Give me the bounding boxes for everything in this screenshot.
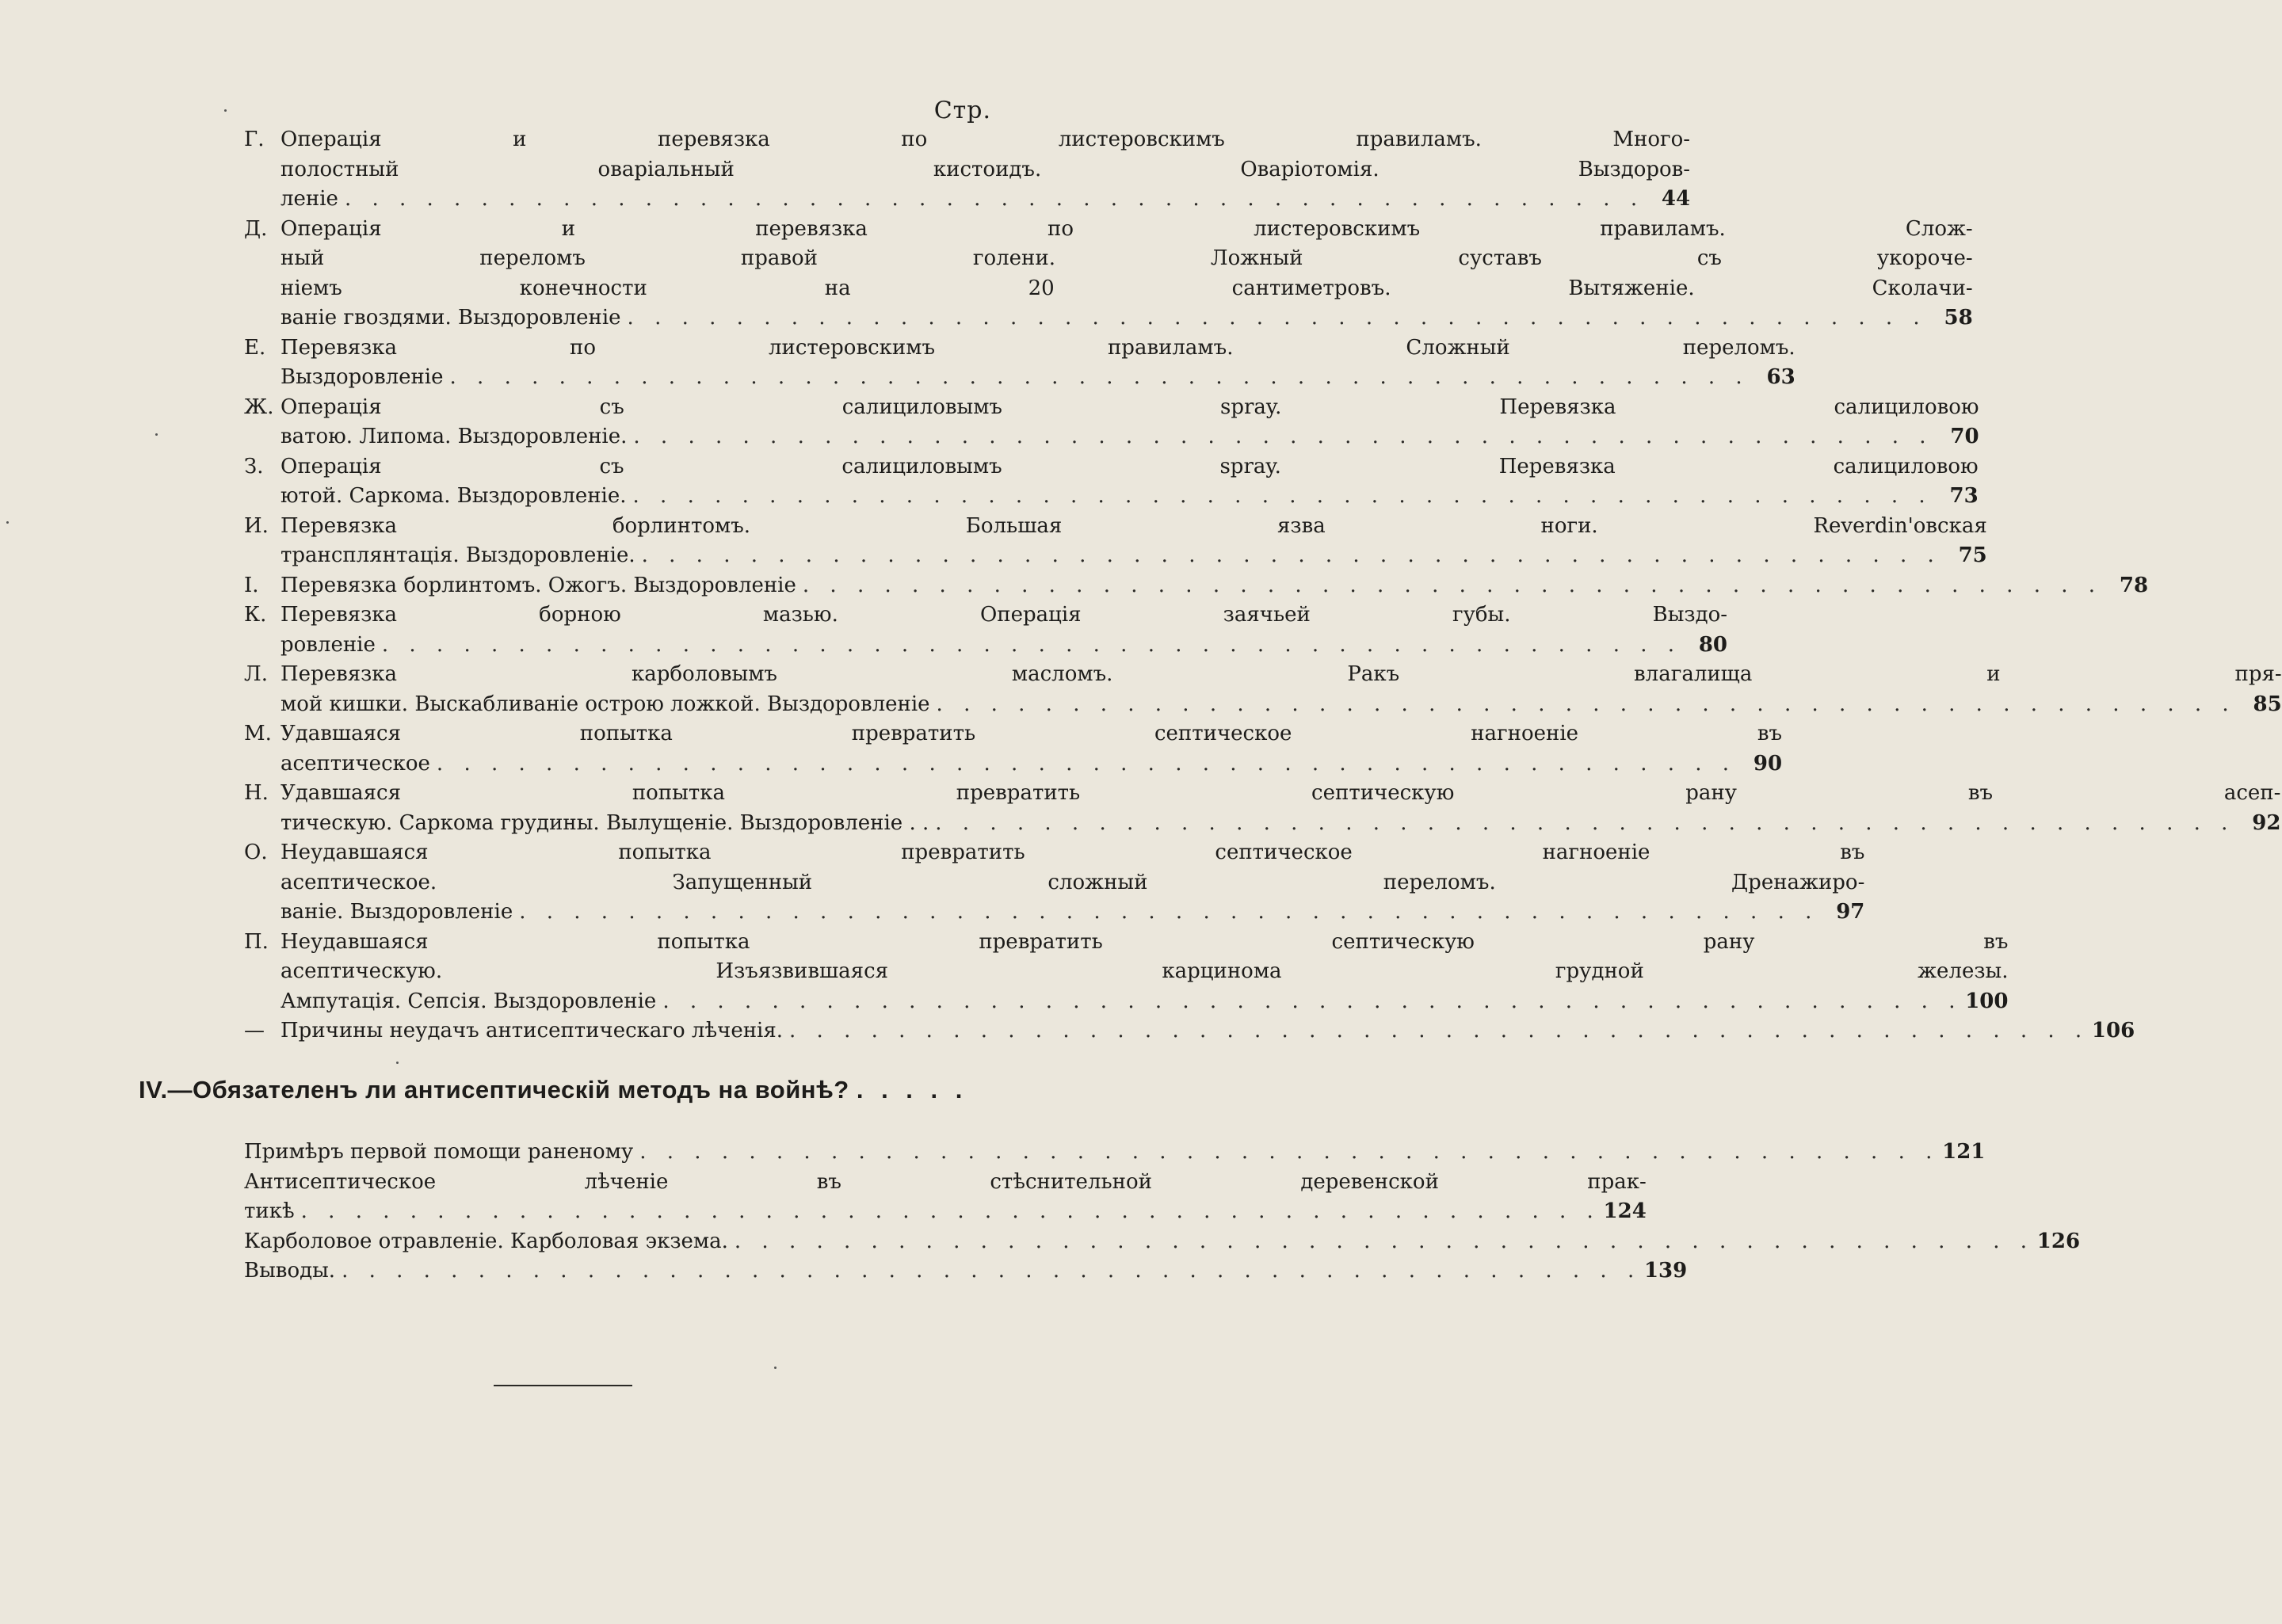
toc-entry-body <box>280 334 1795 393</box>
toc-entry-body <box>280 660 2282 719</box>
dot-leader <box>783 1016 2089 1046</box>
toc-entry <box>244 660 2282 719</box>
dot-leader <box>430 749 1736 780</box>
toc-entry-body <box>244 1168 1647 1227</box>
toc-entry-text: ватою. Липома. Выздоровленіе. <box>280 425 628 448</box>
toc-entry-line <box>280 1016 2135 1046</box>
toc-entry <box>244 838 1865 928</box>
dot-leader <box>376 631 1681 661</box>
toc-entry <box>244 779 2281 838</box>
toc-entry-line: Перевязка борною мазью. Операція заячьей губы. Выздо- <box>280 603 1728 627</box>
toc-entry-line: Операція и перевязка по листеровскимъ правиламъ. Много- <box>280 128 1691 151</box>
toc-entry-text: Выздоровленіе <box>280 365 444 389</box>
toc-entry-line: Перевязка карболовымъ масломъ. Ракъ влагалища и пря- <box>280 662 2282 686</box>
print-speck <box>224 109 227 112</box>
toc-entry <box>244 719 1783 779</box>
toc-page-number: 78 <box>2119 573 2149 597</box>
toc-entry-body <box>280 512 1987 571</box>
toc-page-number: 92 <box>2252 810 2281 835</box>
print-speck <box>155 433 158 436</box>
dot-leader <box>656 987 1962 1017</box>
toc-entry-line: асептическое. Запущенный сложный переломъ. Дренажиро- <box>280 870 1865 894</box>
toc-entry-body <box>280 600 1727 660</box>
toc-entry-line: Неудавшаяся попытка превратить септическое нагноеніе въ <box>280 841 1865 864</box>
toc-entry-body <box>280 452 1979 512</box>
toc-entry-line: Операція и перевязка по листеровскимъ правиламъ. Слож- <box>280 216 1973 241</box>
toc-entry <box>244 215 1973 334</box>
dot-leader <box>295 1197 1601 1227</box>
toc-entry <box>244 1256 1688 1287</box>
toc-entry-text: Ампутація. Сепсія. Выздоровленіе <box>280 989 657 1013</box>
toc-entry-letter: Д. <box>244 216 268 241</box>
toc-page-number: 139 <box>1643 1259 1688 1283</box>
toc-entry <box>244 512 1987 571</box>
toc-entry-line <box>280 422 1979 452</box>
toc-entry-body <box>280 125 1690 215</box>
toc-page-number: 73 <box>1949 484 1979 508</box>
print-speck <box>6 521 9 524</box>
toc-entry-letter: — <box>244 1019 265 1043</box>
toc-entry-letter: Г. <box>244 128 265 151</box>
dot-leader <box>444 363 1750 393</box>
toc-entry-letter: Ж. <box>244 395 274 419</box>
section-heading <box>139 1076 967 1104</box>
toc-page-number: 63 <box>1766 365 1795 389</box>
toc-entry-letter: П. <box>244 929 269 954</box>
toc-page-number: 90 <box>1753 751 1783 776</box>
dot-leader <box>621 303 1927 334</box>
toc-entry-letter: Н. <box>244 781 269 805</box>
toc-entry-text: Выводы. <box>244 1259 336 1283</box>
toc-entry <box>244 1016 2135 1046</box>
toc-entry-line <box>280 987 2008 1017</box>
toc-entry-letter: Л. <box>244 662 268 686</box>
toc-page-number: 124 <box>1603 1199 1647 1223</box>
toc-entry <box>244 928 2009 1017</box>
toc-entry-text: ваніе. Выздоровленіе <box>280 900 513 924</box>
toc-entry-text: ютой. Саркома. Выздоровленіе. <box>280 484 627 508</box>
toc-entry-line <box>280 690 2282 720</box>
toc-entry-text: Примѣръ первой помощи раненому <box>244 1140 634 1164</box>
toc-entry-line <box>280 898 1864 928</box>
toc-entry-line: Операція съ салициловымъ spray. Перевязка салициловою <box>280 395 1979 419</box>
toc-entry-line <box>244 1197 1647 1227</box>
toc-entry-letter: О. <box>244 841 268 864</box>
toc-entry-line <box>280 363 1795 393</box>
toc-page-number: 58 <box>1944 306 1973 330</box>
toc-entry-line <box>280 303 1973 334</box>
dot-leader <box>929 809 2234 839</box>
toc-entry-line: Операція съ салициловымъ spray. Перевязка салициловою <box>280 454 1979 478</box>
toc-entry-line: ніемъ конечности на 20 сантиметровъ. Вытяженіе. Сколачи- <box>280 276 1973 300</box>
toc-entry <box>244 600 1728 660</box>
toc-entry-body <box>280 779 2280 838</box>
table-of-contents <box>244 125 2282 1046</box>
toc-entry-line <box>280 631 1727 661</box>
toc-entry-letter: И. <box>244 513 269 538</box>
toc-entry-body <box>280 1016 2135 1046</box>
toc-entry <box>244 1227 2081 1257</box>
section-title-leader: . . . . . <box>856 1076 968 1104</box>
toc-entry <box>244 1168 1647 1227</box>
toc-page-number: 75 <box>1958 543 1987 567</box>
toc-entry-letter: І. <box>244 573 259 597</box>
toc-entry-letter: М. <box>244 722 272 745</box>
toc-entry <box>244 125 1691 215</box>
toc-entry-line <box>280 809 2280 839</box>
toc-entry-line: Перевязка по листеровскимъ правиламъ. Сложный переломъ. <box>280 335 1795 360</box>
toc-entry-body <box>280 719 1782 779</box>
toc-entry-body <box>244 1227 2080 1257</box>
toc-page-number: 85 <box>2253 692 2282 716</box>
toc-entry-letter: К. <box>244 603 267 627</box>
dot-leader <box>627 422 1933 452</box>
dot-leader <box>627 482 1933 512</box>
toc-page-number: 121 <box>1942 1140 1986 1164</box>
toc-entry-letter: Е. <box>244 335 266 360</box>
table-of-contents-section-iv <box>244 1138 2081 1287</box>
toc-entry-body <box>280 215 1973 334</box>
toc-page-number: 97 <box>1836 900 1865 924</box>
toc-entry <box>244 452 1979 512</box>
toc-entry-body <box>280 838 1864 928</box>
toc-page-number: 126 <box>2036 1229 2081 1253</box>
toc-entry <box>244 334 1795 393</box>
print-speck <box>396 1062 399 1064</box>
toc-entry-line <box>244 1256 1687 1287</box>
dot-leader <box>513 898 1818 928</box>
toc-entry-line <box>280 185 1690 215</box>
toc-entry-line: Неудавшаяся попытка превратить септическую рану въ <box>280 929 2009 954</box>
toc-page-number: 80 <box>1698 632 1728 657</box>
toc-entry-line: полостный оваріальный кистоидъ. Оваріотомія. Выздоров- <box>280 157 1691 181</box>
toc-page-number: 70 <box>1950 425 1979 448</box>
toc-entry-letter: З. <box>244 454 264 478</box>
toc-entry-text: Причины неудачъ антисептическаго лѣченія. <box>280 1019 784 1043</box>
dot-leader <box>335 1256 1641 1287</box>
toc-entry-text: тическую. Саркома грудины. Вылущеніе. Выздоровленіе . . <box>280 810 929 835</box>
toc-entry-body <box>280 393 1979 452</box>
dot-leader <box>796 571 2102 601</box>
toc-entry <box>244 1138 1986 1168</box>
dot-leader <box>930 690 2236 720</box>
toc-entry-text: Перевязка борлинтомъ. Ожогъ. Выздоровленіе <box>280 573 796 597</box>
toc-entry-text: леніе <box>280 187 338 211</box>
closing-rule <box>494 1385 632 1386</box>
toc-entry-text: трансплянтація. Выздоровленіе. <box>280 543 635 567</box>
toc-entry-line: Удавшаяся попытка превратить септическую рану въ асеп- <box>280 781 2281 805</box>
toc-entry-body <box>244 1138 1985 1168</box>
toc-page-number: 100 <box>1965 989 2009 1013</box>
section-title-text: IV.—Обязателенъ ли антисептическій методъ на войнѣ? <box>139 1076 849 1104</box>
toc-entry-text: ваніе гвоздями. Выздоровленіе <box>280 306 621 330</box>
toc-entry-line: Перевязка борлинтомъ. Большая язва ноги. Reverdin'овская <box>280 513 1987 538</box>
toc-entry-body <box>280 571 2148 601</box>
toc-entry-line: Антисептическое лѣченіе въ стѣснительной деревенской прак- <box>244 1169 1647 1194</box>
print-speck <box>774 1367 777 1369</box>
page-column-label: Стр. <box>933 97 991 124</box>
dot-leader <box>635 541 1941 571</box>
toc-page-number: 106 <box>2091 1019 2135 1043</box>
toc-entry-line <box>280 571 2148 601</box>
toc-entry-text: асептическое <box>280 751 430 776</box>
toc-entry-text: ровленіе <box>280 632 376 657</box>
dot-leader <box>728 1227 2034 1257</box>
toc-entry-text: Карболовое отравленіе. Карболовая экзема. <box>244 1229 728 1253</box>
toc-entry-line <box>280 482 1979 512</box>
dot-leader <box>338 185 1644 215</box>
toc-entry <box>244 571 2149 601</box>
toc-entry-text: мой кишки. Выскабливаніе острою ложкой. Выздоровленіе <box>280 692 930 716</box>
dot-leader <box>633 1138 1939 1168</box>
toc-entry-line <box>280 541 1987 571</box>
toc-entry-line <box>280 749 1782 780</box>
toc-entry-line: Удавшаяся попытка превратить септическое нагноеніе въ <box>280 722 1783 745</box>
toc-entry-body <box>280 928 2008 1017</box>
toc-entry-line: ный переломъ правой голени. Ложный суставъ съ укороче- <box>280 246 1973 270</box>
toc-entry-line <box>244 1138 1985 1168</box>
toc-entry-line <box>244 1227 2080 1257</box>
toc-entry <box>244 393 1979 452</box>
toc-entry-text: тикѣ <box>244 1199 295 1223</box>
toc-entry-body <box>244 1256 1687 1287</box>
toc-page-number: 44 <box>1661 187 1691 211</box>
toc-entry-line: асептическую. Изъязвившаяся карцинома грудной железы. <box>280 959 2009 983</box>
